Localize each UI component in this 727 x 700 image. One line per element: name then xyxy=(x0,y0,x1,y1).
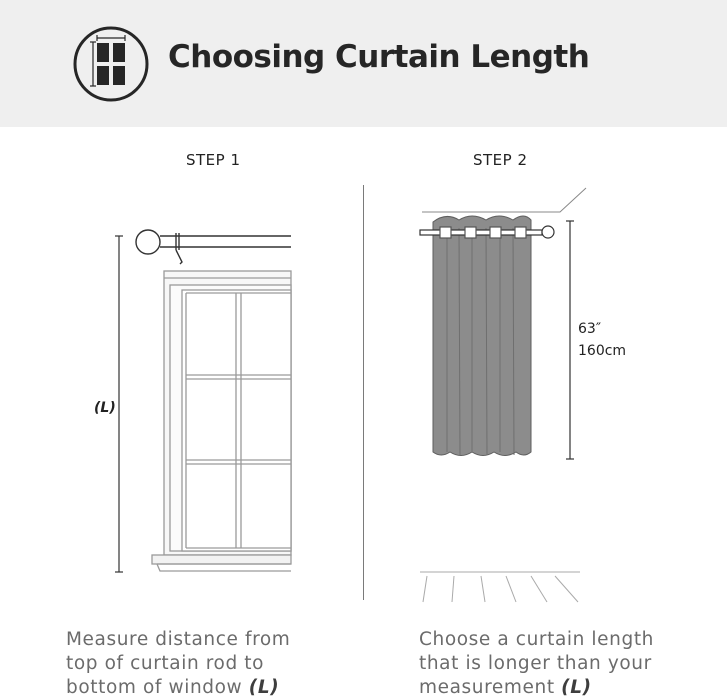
step-1-label: STEP 1 xyxy=(186,151,241,169)
step-2-desc-line-1: Choose a curtain length xyxy=(419,629,655,650)
dimension-label-l: (L) xyxy=(94,400,116,416)
length-label xyxy=(578,318,626,362)
step-1-desc-line-1: Measure distance from xyxy=(66,629,291,650)
length-metric: 160cm xyxy=(578,343,627,359)
measurement-line-step1 xyxy=(115,236,123,572)
floor-lines-step2 xyxy=(420,572,580,602)
step-2-desc-emphasis: (L) xyxy=(561,677,592,698)
measurement-line-step2 xyxy=(566,221,574,459)
window-step1 xyxy=(152,271,291,571)
step-1-description xyxy=(66,628,296,700)
length-imperial: 63″ xyxy=(578,321,602,337)
step-2-label: STEP 2 xyxy=(473,151,528,169)
curtain-rod-step1 xyxy=(136,230,291,264)
ceiling-corner-step2 xyxy=(422,188,586,212)
step-2-desc-line-3: measurement (L) xyxy=(419,677,592,698)
step-2-description xyxy=(419,628,677,700)
step-1-desc-line-2: top of curtain rod to xyxy=(66,653,265,674)
curtain-panel-step2 xyxy=(433,216,531,456)
step-2-desc-line-2: that is longer than your xyxy=(419,653,652,674)
page-title: Choosing Curtain Length xyxy=(168,39,590,75)
step-1-desc-emphasis: (L) xyxy=(248,677,280,698)
step-1-desc-line-3: bottom of window (L) xyxy=(66,677,280,698)
